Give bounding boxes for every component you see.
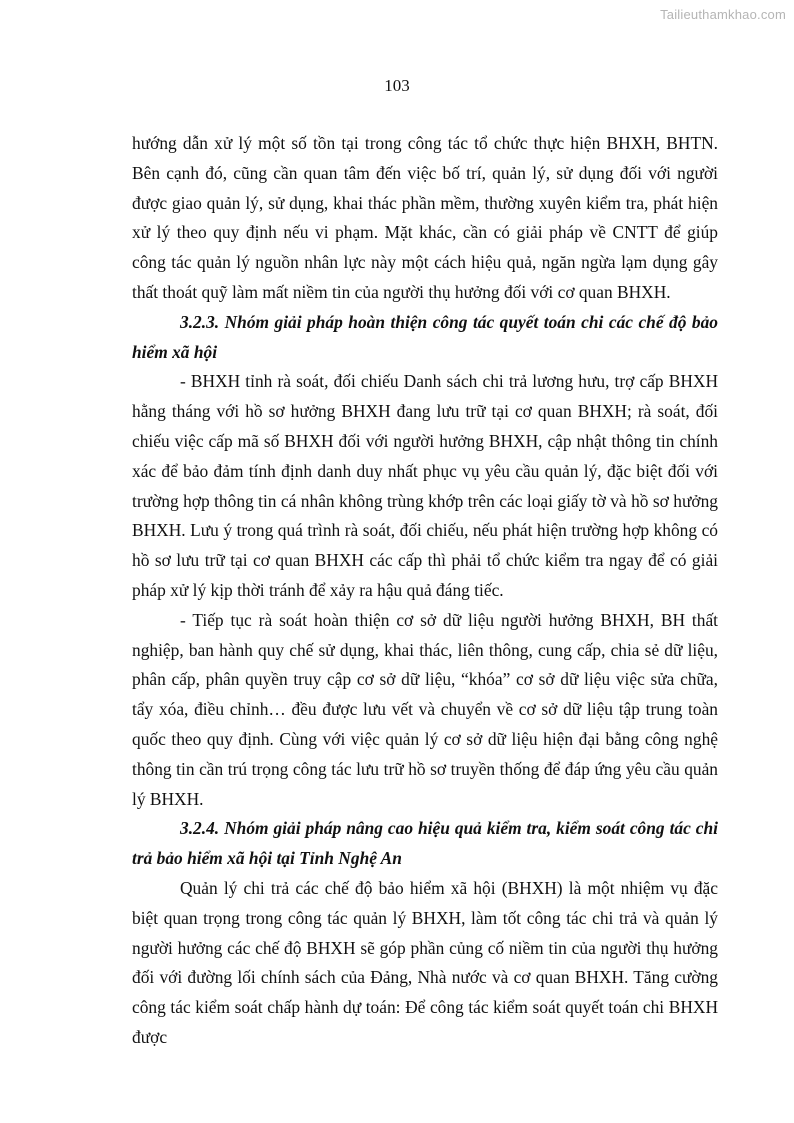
page-number: 103 [384, 76, 410, 95]
section-heading-3-2-3: 3.2.3. Nhóm giải pháp hoàn thiện công tác quyết toán chi các chế độ bảo hiểm xã hội [132, 311, 718, 362]
paragraph-continuation: hướng dẫn xử lý một số tồn tại trong công tác tổ chức thực hiện BHXH, BHTN. Bên cạnh đó, cũng cần quan tâm đến việc bố trí, quản lý, sử dụng đối với người được giao quản lý, sử dụng, khai thác phần mềm, thường xuyên kiểm tra, phát hiện xử lý theo quy định nếu vi phạm. Mặt khác, cần có giải pháp về CNTT để giúp công tác quản lý nguồn nhân lực này một cách hiệu quả, ngăn ngừa lạm dụng gây thất thoát quỹ làm mất niềm tin của người thụ hưởng đối với cơ quan BHXH. [132, 133, 718, 302]
section-heading-3-2-4: 3.2.4. Nhóm giải pháp nâng cao hiệu quả kiểm tra, kiểm soát công tác chi trả bảo hiểm xã hội tại Tỉnh Nghệ An [132, 818, 718, 869]
paragraph: - BHXH tỉnh rà soát, đối chiếu Danh sách chi trả lương hưu, trợ cấp BHXH hằng tháng với hồ sơ hưởng BHXH đang lưu trữ tại cơ quan BHXH; rà soát, đối chiếu việc cấp mã số BHXH đối với người hưởng BHXH, cập nhật thông tin chính xác để bảo đảm tính định danh duy nhất phục vụ yêu cầu quản lý, đặc biệt đối với trường hợp thông tin cá nhân không trùng khớp trên các loại giấy tờ và hồ sơ hưởng BHXH. Lưu ý trong quá trình rà soát, đối chiếu, nếu phát hiện trường hợp không có hồ sơ lưu trữ tại cơ quan BHXH các cấp thì phải tổ chức kiểm tra ngay để có giải pháp xử lý kịp thời tránh để xảy ra hậu quả đáng tiếc. [132, 371, 718, 600]
paragraph: - Tiếp tục rà soát hoàn thiện cơ sở dữ liệu người hưởng BHXH, BH thất nghiệp, ban hành quy chế sử dụng, khai thác, liên thông, cung cấp, chia sẻ dữ liệu, phân cấp, phân quyền truy cập cơ sở dữ liệu, “khóa” cơ sở dữ liệu việc sửa chữa, tẩy xóa, điều chỉnh… đều được lưu vết và chuyển về cơ sở dữ liệu tập trung toàn quốc theo quy định. Cùng với việc quản lý cơ sở dữ liệu hiện đại bằng công nghệ thông tin cần trú trọng công tác lưu trữ hồ sơ truyền thống để đáp ứng yêu cầu quản lý BHXH. [132, 609, 718, 809]
document-body [132, 129, 718, 1053]
paragraph: Quản lý chi trả các chế độ bảo hiểm xã hội (BHXH) là một nhiệm vụ đặc biệt quan trọng trong công tác quản lý BHXH, làm tốt công tác chi trả và quản lý người hưởng các chế độ BHXH sẽ góp phần củng cố niềm tin của người thụ hưởng đối với đường lối chính sách của Đảng, Nhà nước và cơ quan BHXH. Tăng cường công tác kiểm soát chấp hành dự toán: Để công tác kiểm soát quyết toán chi BHXH được [132, 877, 718, 1047]
watermark: Tailieuthamkhao.com [660, 7, 786, 22]
